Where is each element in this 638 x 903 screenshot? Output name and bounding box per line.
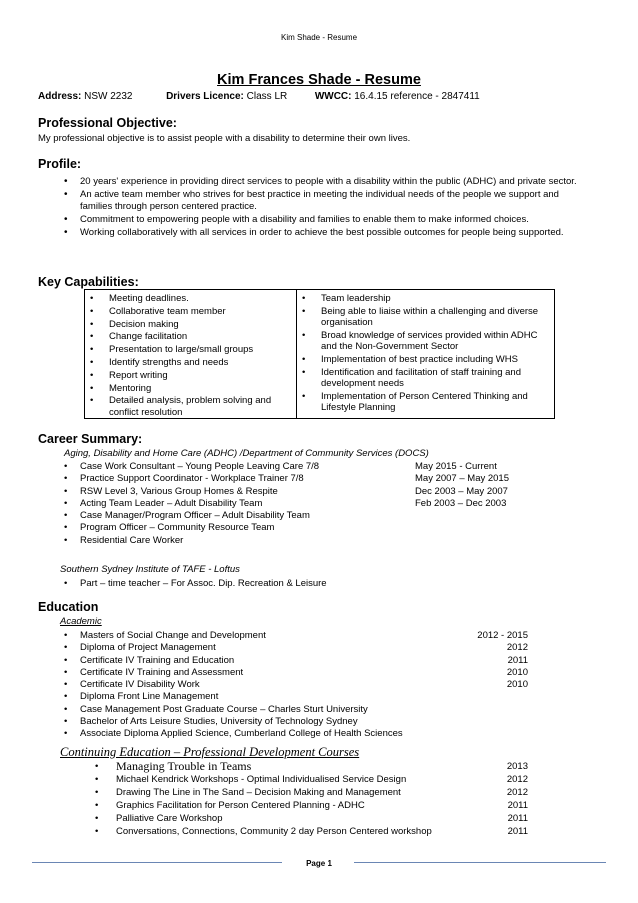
table-row xyxy=(90,812,528,825)
table-row xyxy=(60,704,528,716)
list-item: • Report writing xyxy=(85,370,296,381)
list-item: • Mentoring xyxy=(85,383,296,394)
course-name: • Certificate IV Training and Assessment xyxy=(80,666,244,678)
course-name: • Graphics Facilitation for Person Centered Planning - ADHC xyxy=(116,800,365,812)
academic-list xyxy=(60,630,528,741)
profile-list xyxy=(60,176,585,240)
course-name: • Bachelor of Arts Leisure Studies, University of Technology Sydney xyxy=(80,716,358,728)
course-name: • Diploma Front Line Management xyxy=(80,691,219,703)
capabilities-left-column xyxy=(85,290,297,418)
table-row xyxy=(90,825,528,838)
course-name: • Certificate IV Disability Work xyxy=(80,679,200,691)
role-title: • Program Officer – Community Resource Team xyxy=(80,522,275,534)
course-year: 2013 xyxy=(506,761,528,772)
list-item: • Detailed analysis, problem solving and conflict resolution xyxy=(85,395,296,418)
table-row xyxy=(60,510,540,522)
course-name: • Palliative Care Workshop xyxy=(116,813,223,825)
course-name: • Associate Diploma Applied Science, Cumberland College of Health Sciences xyxy=(80,728,403,740)
address-value: NSW 2232 xyxy=(84,91,133,102)
list-item: • Change facilitation xyxy=(85,331,296,342)
table-row xyxy=(60,535,540,547)
list-item: • Identification and facilitation of staff training and development needs xyxy=(297,367,554,390)
list-item: • An active team member who strives for best practice in meeting the individual needs of the people we support and families through person centered practice. xyxy=(60,189,585,213)
objective-text: My professional objective is to assist people with a disability to determine their own lives. xyxy=(38,133,411,144)
table-row xyxy=(60,473,540,485)
list-item: • Collaborative team member xyxy=(85,306,296,317)
objective-heading: Professional Objective: xyxy=(38,116,177,130)
course-name: • Case Management Post Graduate Course – Charles Sturt University xyxy=(80,703,368,715)
table-row xyxy=(60,461,540,473)
table-row xyxy=(90,799,528,812)
table-row xyxy=(60,716,528,728)
course-year: 2012 xyxy=(506,642,528,654)
table-row xyxy=(60,655,528,667)
career-heading: Career Summary: xyxy=(38,432,143,446)
course-name: • Drawing The Line in The Sand – Decision Making and Management xyxy=(116,787,401,799)
course-year: 2011 xyxy=(507,800,528,812)
career-roles-list xyxy=(60,461,540,547)
list-item: • 20 years' experience in providing direct services to people with a disability within the public (ADHC) and private sector. xyxy=(60,176,585,188)
role-title: • Part – time teacher – For Assoc. Dip. Recreation & Leisure xyxy=(80,578,327,589)
role-title: • Practice Support Coordinator - Workplace Trainer 7/8 xyxy=(80,473,304,485)
licence-label: Drivers Licence: xyxy=(166,91,244,102)
course-name: • Certificate IV Training and Education xyxy=(80,654,235,666)
course-name: • Diploma of Project Management xyxy=(80,642,216,654)
table-row xyxy=(60,728,528,740)
list-item: • Being able to liaise within a challenging and diverse organisation xyxy=(297,306,554,329)
role-dates xyxy=(415,510,540,522)
course-year: 2012 xyxy=(506,774,528,786)
table-row xyxy=(60,522,540,534)
list-item: • Working collaboratively with all services in order to achieve the best possible outcomes for people being supported. xyxy=(60,227,585,239)
table-row xyxy=(60,679,528,691)
page-title: Kim Frances Shade - Resume xyxy=(217,72,421,88)
course-year: 2012 xyxy=(506,787,528,799)
role-title: • Case Manager/Program Officer – Adult Disability Team xyxy=(80,510,310,522)
career-roles-list-2 xyxy=(60,578,540,590)
continuing-education-label: Continuing Education – Professional Development Courses xyxy=(60,745,360,759)
table-row xyxy=(90,786,528,799)
role-dates xyxy=(415,522,540,534)
table-row xyxy=(90,773,528,786)
role-dates xyxy=(415,535,540,547)
academic-label: Academic xyxy=(60,616,102,627)
contact-line xyxy=(38,91,480,102)
list-item: • Commitment to empowering people with a disability and families to enable them to make informed choices. xyxy=(60,214,585,226)
course-year: 2010 xyxy=(506,666,528,678)
table-row xyxy=(60,498,540,510)
list-item: • Team leadership xyxy=(297,293,554,304)
capabilities-right-column xyxy=(297,290,554,418)
role-title: • Acting Team Leader – Adult Disability Team xyxy=(80,497,263,509)
course-year: 2010 xyxy=(506,679,528,691)
career-employer-2: Southern Sydney Institute of TAFE - Loftus xyxy=(60,564,240,575)
table-row xyxy=(90,760,528,773)
list-item: • Implementation of Person Centered Thinking and Lifestyle Planning xyxy=(297,391,554,414)
table-row xyxy=(60,691,528,703)
role-dates: May 2007 – May 2015 xyxy=(415,473,510,485)
list-item: • Implementation of best practice including WHS xyxy=(297,354,554,365)
wwcc-label: WWCC: xyxy=(314,91,352,102)
table-row xyxy=(60,642,528,654)
wwcc-value: 16.4.15 reference - 2847411 xyxy=(354,91,480,102)
table-row xyxy=(60,667,528,679)
continuing-education-list xyxy=(90,760,528,839)
role-dates: May 2015 - Current xyxy=(415,461,497,472)
running-header: Kim Shade - Resume xyxy=(280,33,358,42)
course-year: 2012 - 2015 xyxy=(477,630,528,641)
table-row xyxy=(60,630,528,642)
address-label: Address: xyxy=(38,91,82,102)
course-year: 2011 xyxy=(507,813,528,825)
course-name: • Michael Kendrick Workshops - Optimal Individualised Service Design xyxy=(116,774,407,786)
table-row xyxy=(60,486,540,498)
list-item: • Decision making xyxy=(85,319,296,330)
profile-heading: Profile: xyxy=(38,157,82,171)
role-title: • RSW Level 3, Various Group Homes & Respite xyxy=(80,485,278,497)
course-name: • Masters of Social Change and Development xyxy=(80,630,266,641)
education-heading: Education xyxy=(38,600,99,614)
table-row xyxy=(60,578,540,590)
course-year: 2011 xyxy=(507,826,528,838)
role-dates: Dec 2003 – May 2007 xyxy=(415,485,508,497)
course-year: 2011 xyxy=(507,654,528,666)
role-dates xyxy=(415,578,540,590)
list-item: • Presentation to large/small groups xyxy=(85,344,296,355)
role-dates: Feb 2003 – Dec 2003 xyxy=(415,497,507,509)
list-item: • Broad knowledge of services provided within ADHC and the Non-Government Sector xyxy=(297,330,554,353)
page-number: Page 1 xyxy=(306,859,332,868)
capabilities-heading: Key Capabilities: xyxy=(38,275,139,289)
career-employer: Aging, Disability and Home Care (ADHC) /Department of Community Services (DOCS) xyxy=(64,448,429,459)
course-name: • Managing Trouble in Teams xyxy=(116,759,252,773)
capabilities-table xyxy=(84,289,555,419)
list-item: • Meeting deadlines. xyxy=(85,293,296,304)
licence-value: Class LR xyxy=(246,91,288,102)
role-title: • Case Work Consultant – Young People Leaving Care 7/8 xyxy=(80,461,320,472)
list-item: • Identify strengths and needs xyxy=(85,357,296,368)
course-name: • Conversations, Connections, Community 2 day Person Centered workshop xyxy=(116,826,432,838)
role-title: • Residential Care Worker xyxy=(80,534,184,546)
